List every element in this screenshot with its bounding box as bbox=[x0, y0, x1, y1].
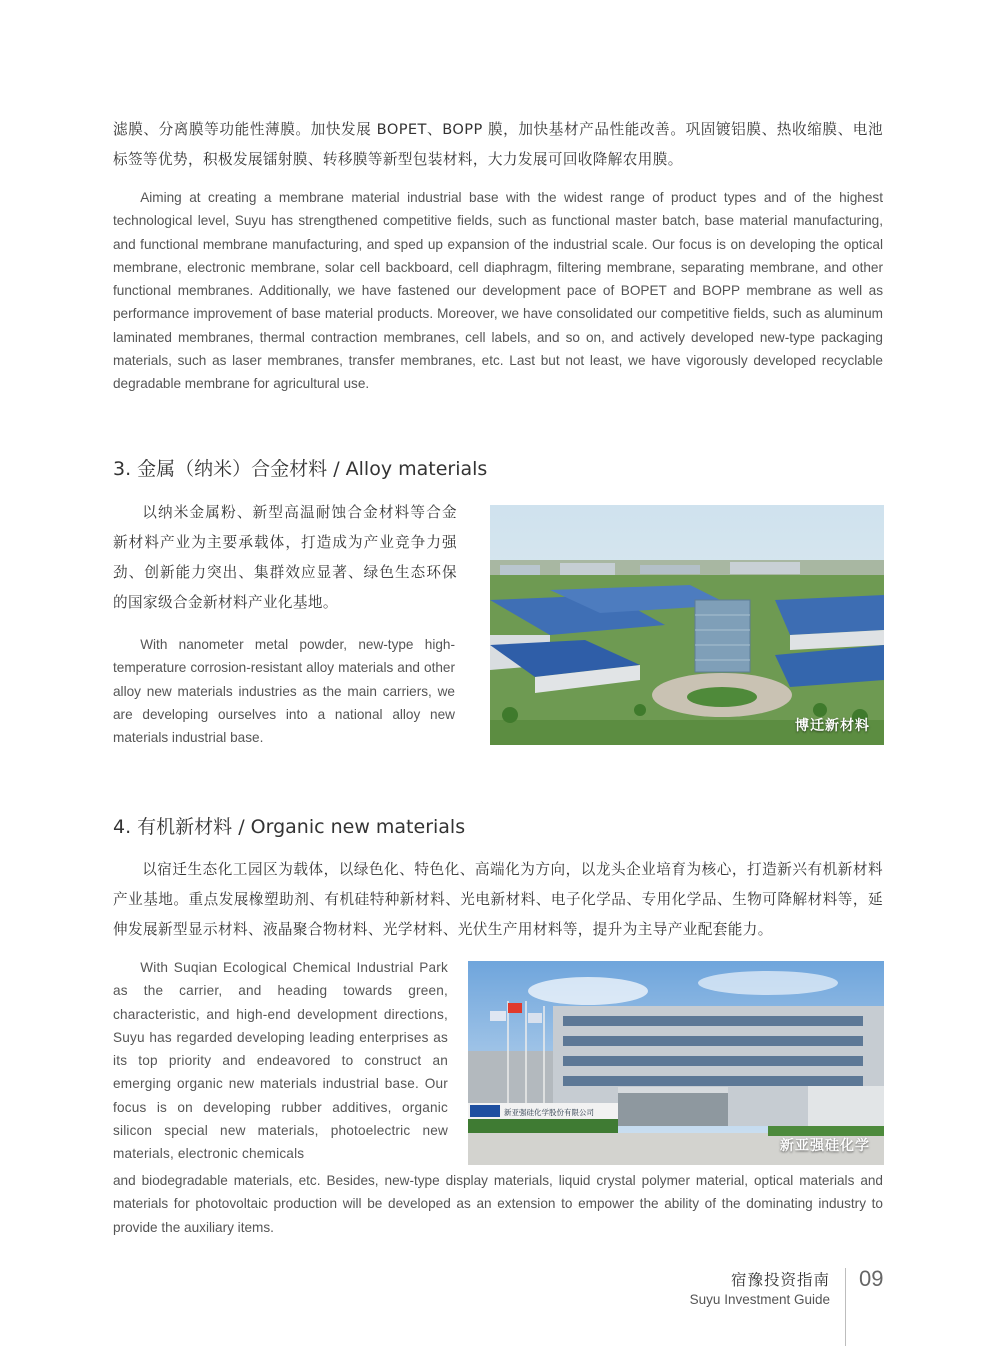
organic-factory-photo bbox=[468, 961, 884, 1165]
section-3-zh-paragraph: 以纳米金属粉、新型高温耐蚀合金材料等合金新材料产业为主要承载体，打造成为产业竞争力强劲、创新能力突出、集群效应显著、绿色生态环保的国家级合金新材料产业化基地。 bbox=[113, 504, 457, 611]
intro-en-paragraph: Aiming at creating a membrane material industrial base with the widest range of product types and of the highest technological level, Suyu has strengthened competitive fields, such as functional master batch, base material manufacturing, and functional membrane manufacturing, and sped up expansion of the industrial scale. Our focus is on developing the optical membrane, electronic membrane, solar cell backboard, cell diaphragm, filtering membrane, separating membrane, and other functional membranes. Additionally, we have fastened our development pace of BOPET and BOPP membrane as well as performance improvement of base material products. Moreover, we have consolidated our competitive fields, such as aluminum laminated membranes, thermal contraction membranes, cell labels, and so on, and actively developed new-type packaging materials, such as laser membranes, transfer membranes, etc. Last but not least, we have vigorously developed recyclable degradable membrane for agricultural use. bbox=[113, 190, 883, 392]
section-4-en-paragraph-wrap: With Suqian Ecological Chemical Industrial Park as the carrier, and heading towards green, characteristic, and high-end development directions, Suyu has regarded developing leading enterprises as its top priority and endeavored to construct an emerging organic new materials industrial base. Our focus is on developing rubber additives, organic silicon special new materials, photoelectric new materials, electronic chemicals bbox=[113, 960, 448, 1162]
footer-title-zh: 宿豫投资指南 bbox=[730, 1271, 830, 1289]
aerial-factory-illustration bbox=[490, 505, 884, 745]
intro-zh-paragraph: 滤膜、分离膜等功能性薄膜。加快发展 BOPET、BOPP 膜，加快基材产品性能改善。巩固镀铝膜、热收缩膜、电池标签等优势，积极发展镭射膜、转移膜等新型包装材料，大力发展可回收降解农用膜。 bbox=[113, 121, 883, 168]
footer-title-en: Suyu Investment Guide bbox=[689, 1292, 830, 1307]
section-3-heading: 3. 金属（纳米）合金材料 / Alloy materials bbox=[113, 458, 488, 480]
section-3-en-paragraph: With nanometer metal powder, new-type high-temperature corrosion-resistant alloy materials and other alloy new materials industries as the main carriers, we are developing ourselves into a national alloy new materials industrial base. bbox=[113, 637, 455, 746]
section-4-heading: 4. 有机新材料 / Organic new materials bbox=[113, 816, 466, 838]
page-number: 09 bbox=[859, 1266, 884, 1291]
section-4-en-paragraph-rest: and biodegradable materials, etc. Besides, new-type display materials, liquid crystal polymer material, optical materials and materials for photovoltaic production will be developed as an extension to empower the ability of the dominating industry to provide the auxiliary items. bbox=[113, 1173, 883, 1235]
building-sign-text: 新亚强硅化学股份有限公司 bbox=[504, 1108, 594, 1117]
alloy-photo-caption: 博迁新材料 bbox=[795, 718, 870, 734]
section-4-zh-paragraph: 以宿迁生态化工园区为载体，以绿色化、特色化、高端化为方向，以龙头企业培育为核心，打造新兴有机新材料产业基地。重点发展橡塑助剂、有机硅特种新材料、光电新材料、电子化学品、专用化学品、生物可降解材料等，延伸发展新型显示材料、液晶聚合物材料、光学材料、光伏生产用材料等，提升为主导产业配套能力。 bbox=[113, 861, 883, 938]
footer-divider bbox=[845, 1268, 846, 1346]
organic-photo-caption: 新亚强硅化学 bbox=[780, 1138, 870, 1154]
alloy-factory-photo bbox=[490, 505, 884, 745]
